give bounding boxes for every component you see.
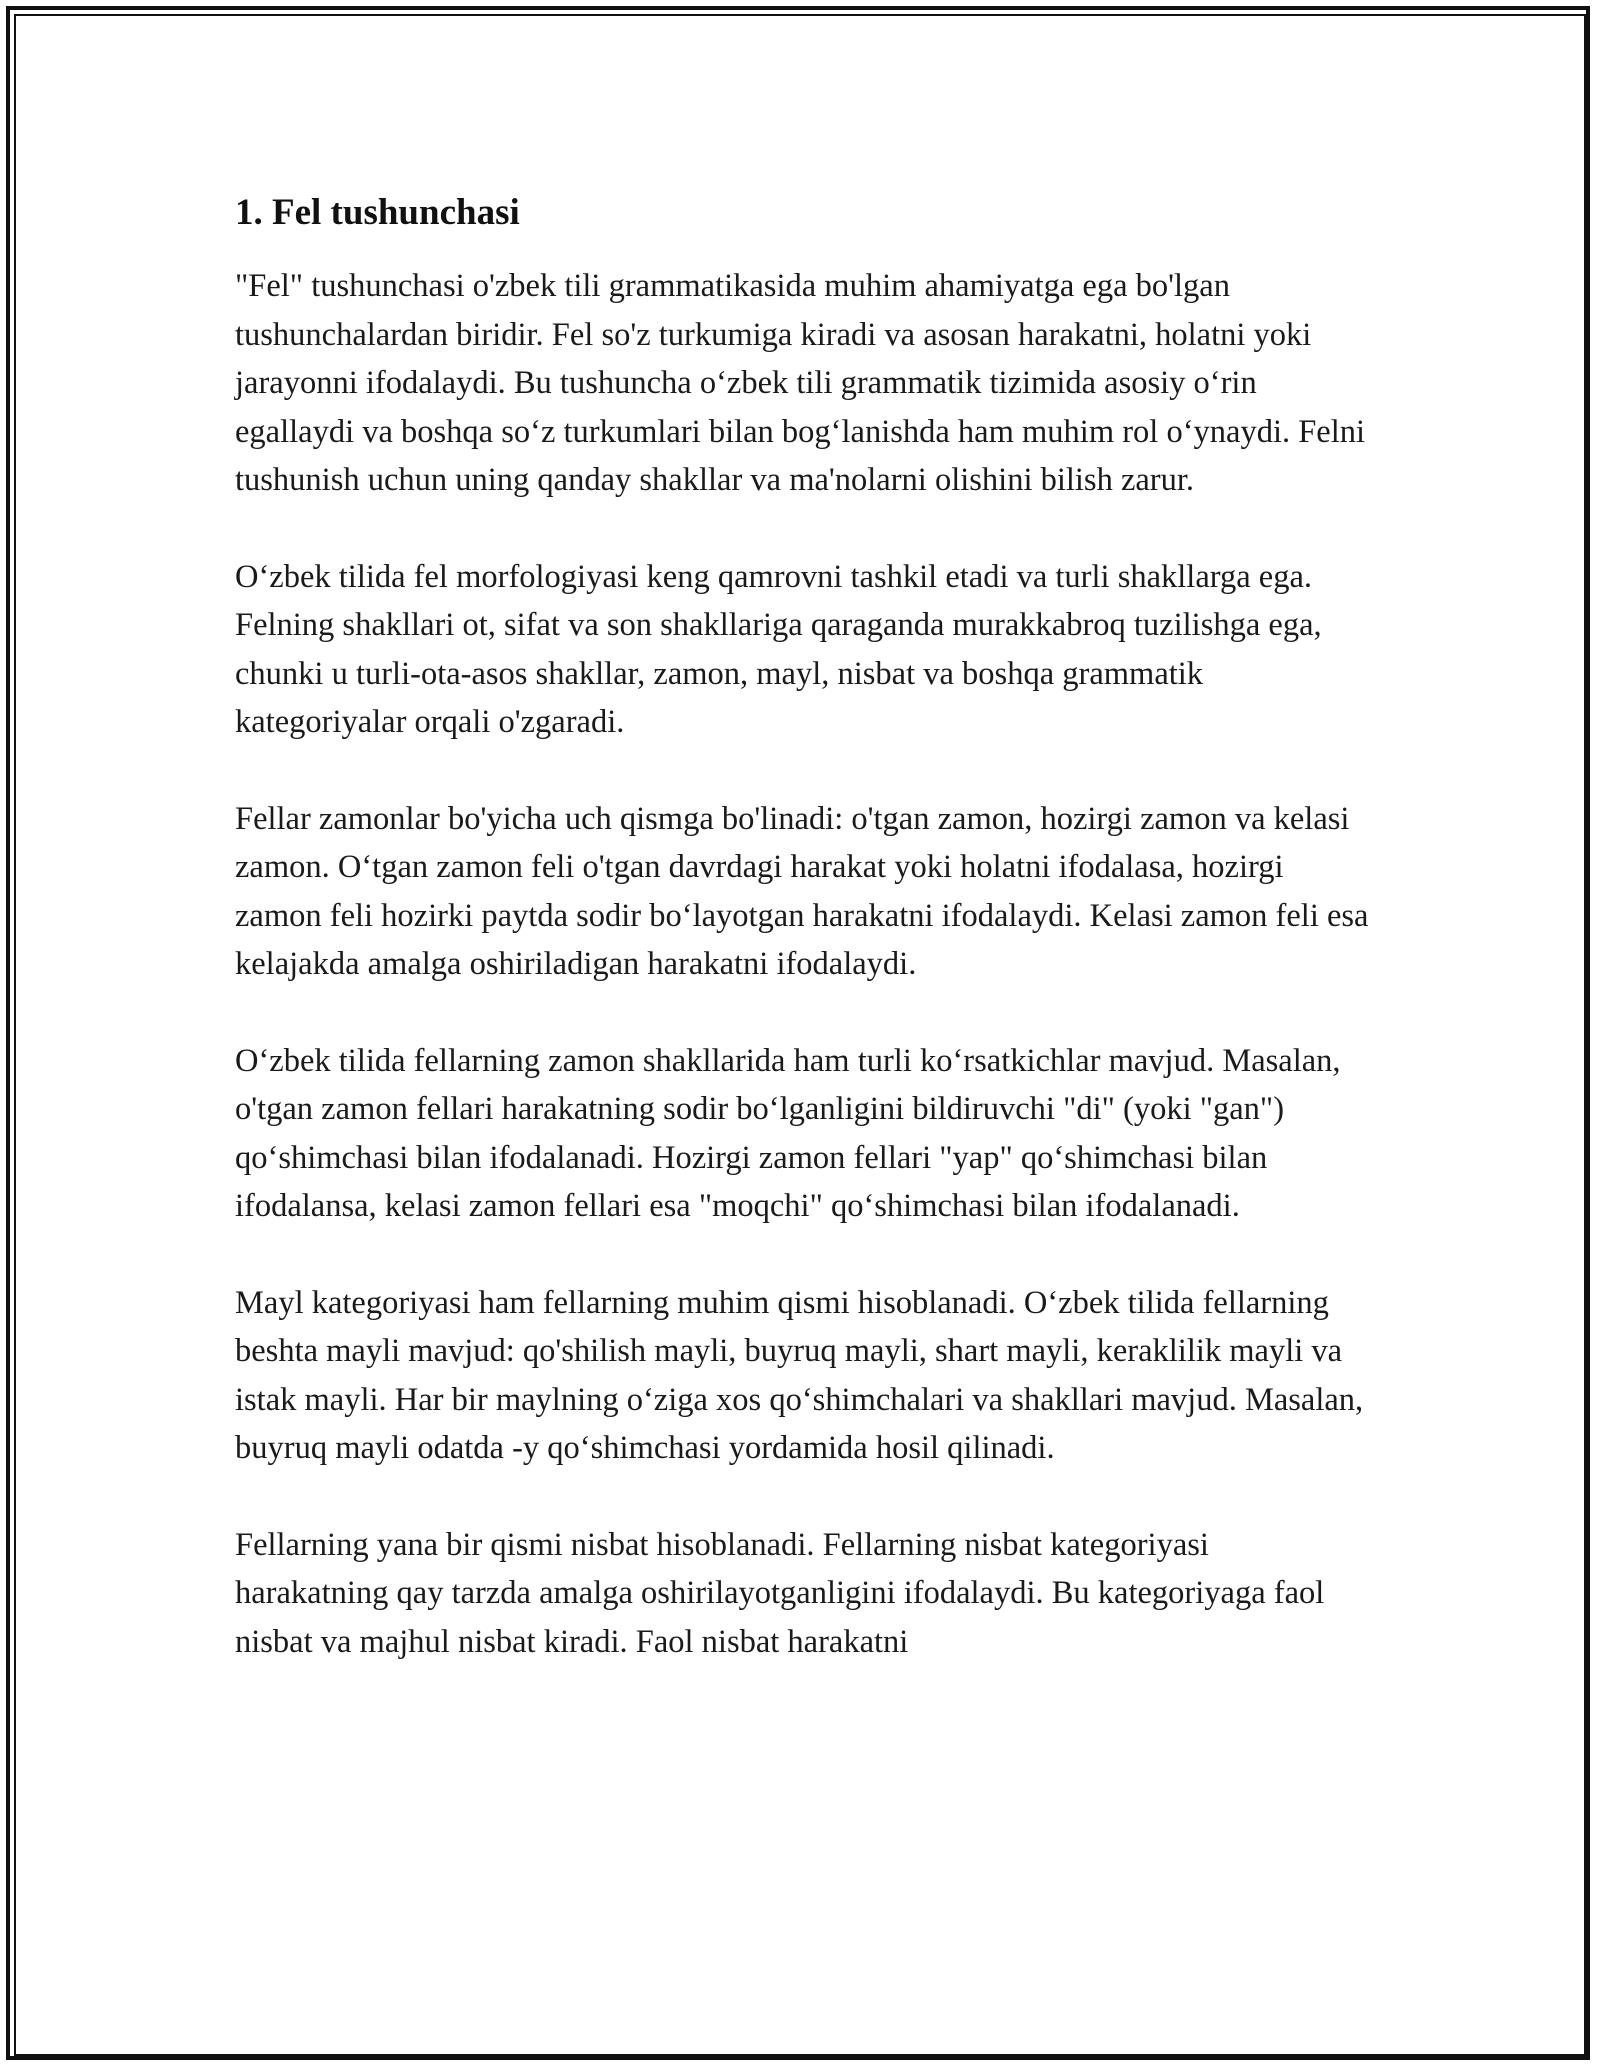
paragraph-morphology: O‘zbek tilida fel morfologiyasi keng qamrovni tashkil etadi va turli shakllarga ega. Felning shakllari ot, sifat va son shakllariga qaraganda murakkabroq tuzilishga ega, chunki u turli-ota-asos shakllar, zamon, mayl, nisbat va boshqa grammatik kategoriyalar orqali o'zgaradi.: [235, 558, 1322, 740]
document-body: [235, 188, 1370, 1714]
paragraph-mood: Mayl kategoriyasi ham fellarning muhim qismi hisoblanadi. O‘zbek tilida fellarning beshta mayli mavjud: qo'shilish mayli, buyruq mayli, shart mayli, keraklilik mayli va istak mayli. Har bir maylning o‘ziga xos qo‘shimchalari va shakllari mavjud. Masalan, buyruq mayli odatda -y qo‘shimchasi yordamida hosil qilinadi.: [235, 1284, 1364, 1466]
paragraph-tenses: Fellar zamonlar bo'yicha uch qismga bo'linadi: o'tgan zamon, hozirgi zamon va kelasi zamon. O‘tgan zamon feli o'tgan davrdagi harakat yoki holatni ifodalasa, hozirgi zamon feli hozirki paytda sodir bo‘layotgan harakatni ifodalaydi. Kelasi zamon feli esa kelajakda amalga oshiriladigan harakatni ifodalaydi.: [235, 800, 1369, 982]
paragraph-fel-concept: "Fel" tushunchasi o'zbek tili grammatikasida muhim ahamiyatga ega bo'lgan tushunchalardan biridir. Fel so'z turkumiga kiradi va asosan harakatni, holatni yoki jarayonni ifodalaydi. Bu tushuncha o‘zbek tili grammatik tizimida asosiy o‘rin egallaydi va boshqa so‘z turkumlari bilan bog‘lanishda ham muhim rol o‘ynaydi. Felni tushunish uchun uning qanday shakllar va ma'nolarni olishini bilish zarur.: [235, 268, 1366, 498]
section-heading: 1. Fel tushunchasi: [235, 192, 520, 233]
paragraph-voice: Fellarning yana bir qismi nisbat hisoblanadi. Fellarning nisbat kategoriyasi harakatning qay tarzda amalga oshirilayotganligini ifodalaydi. Bu kategoriyaga faol nisbat va majhul nisbat kiradi. Faol nisbat harakatni: [235, 1526, 1325, 1660]
paragraph-tense-suffixes: O‘zbek tilida fellarning zamon shakllarida ham turli ko‘rsatkichlar mavjud. Masalan, o'tgan zamon fellari harakatning sodir bo‘lganligini bildiruvchi "di" (yoki "gan") qo‘shimchasi bilan ifodalanadi. Hozirgi zamon fellari "yap" qo‘shimchasi bilan ifodalansa, kelasi zamon fellari esa "moqchi" qo‘shimchasi bilan ifodalanadi.: [235, 1042, 1341, 1224]
